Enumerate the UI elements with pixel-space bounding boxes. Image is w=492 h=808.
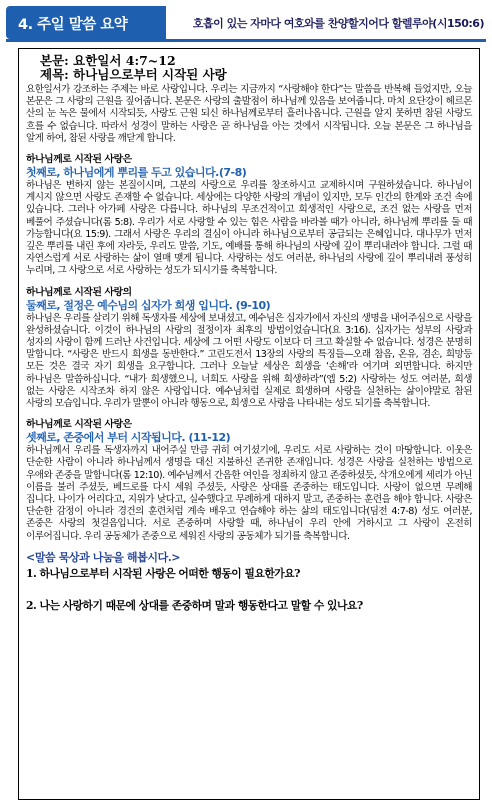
header-verse: 호흡이 있는 자마다 여호와를 찬양할지어다 할렐루야(시150:6)	[192, 17, 484, 30]
discussion-heading: <말씀 묵상과 나눔을 해봅시다.>	[26, 550, 181, 564]
point-lead-in: 하나님께로 시작된 사랑은	[26, 419, 132, 431]
point-body: 하나님께서 우리를 독생자까지 내어주실 만큼 귀히 여기셨기에, 우리도 서로 사랑하는 것이 마땅합니다. 이웃은 단순한 사람이 아니라 하나님께서 생명을 대신 지불하신 존귀한 존재입니다. 성경은 사랑을 실천하는 방법으로 우애와 존중을 말합니다(롬 12:10). 예수님께서 간음한 여인을 정죄하지 않고 존중하셨듯, 삭개오에게 세리가 아닌 이름을 불러 주셨듯, 베드로를 다시 세워 주셨듯, 사랑은 상대를 존중하는 태도입니다. 사랑이 없으면 무례해 집니다. 나이가 어리다고, 지위가 낮다고, 실수했다고 무례하게 대하지 말고, 존중하는 훈련을 해야 합니다. 사랑은 단순한 감정이 아니라 경건의 훈련처럼 계속 배우고 연습해야 하는 삶의 태도입니다(딤전 4:7-8) 성도 여러분, 존중은 사랑의 첫걸음입니다. 서로 존중하며 사랑할 때, 하나님이 우리 안에 거하시고 그 사랑이 온전히 이루어집니다. 우리 공동체가 존중으로 세워진 사랑의 공동체가 되기를 축복합니다.	[26, 445, 472, 542]
section-header	[6, 6, 486, 39]
point-heading: 둘째로, 절정은 예수님의 십자가 희생 입니다. (9-10)	[26, 298, 271, 312]
sermon-intro: 요한일서가 강조하는 주제는 바로 사랑입니다. 우리는 지금까지 “사랑해야 한다”는 말씀을 반복해 들었지만, 오늘 본문은 그 사랑의 근원을 짚어줍니다. 본문은 사랑의 출발점이 하나님께 있음을 보여줍니다. 마치 요단강이 헤르몬 산의 눈 녹은 물에서 시작되듯, 사랑도 근원 되신 하나님께로부터 흘러나옵니다. 근원을 알지 못하면 참된 사랑도 흐를 수 없습니다. 따라서 성경이 말하는 사랑은 곧 하나님을 아는 것에서 시작됩니다. 오늘 본문은 그 하나님을 알게 하여, 참된 사랑을 깨닫게 합니다.	[26, 84, 472, 144]
point-heading: 셋째로, 존중에서 부터 시작됩니다. (11-12)	[26, 431, 231, 445]
point-lead-in: 하나님께로 시작된 사랑은	[26, 154, 132, 166]
point-body: 하나님은 변하지 않는 본질이시며, 그분의 사랑으로 우리를 창조하시고 교제하시며 구원하셨습니다. 하나님이 계시지 않으면 사랑도 존재할 수 없습니다. 세상에는 다양한 사랑의 개념이 있지만, 모두 인간의 한계와 조건 속에 있습니다. 그러나 아가페 사랑은 다릅니다. 하나님의 무조건적이고 희생적인 사랑으로, 조건 없는 사랑을 먼저 베풀어 주셨습니다(롬 5:8). 우리가 서로 사랑할 수 있는 힘은 사람을 바라볼 때가 아니라, 하나님께 뿌리를 둘 때 가능합니다(요 15:9). 그래서 사랑은 우리의 결심이 아니라 하나님으로부터 공급되는 은혜입니다. 대나무가 먼저 깊은 뿌리를 내린 후에 자라듯, 우리도 말씀, 기도, 예배를 통해 하나님의 사랑에 깊이 뿌리내려야 합니다. 그럴 때 자연스럽게 서로 사랑하는 삶이 열매 맺게 됩니다. 사랑하는 성도 여러분, 하나님의 사랑에 깊이 뿌리내려 풍성히 누리며, 그 사랑으로 서로 사랑하는 성도가 되시기를 축복합니다.	[26, 180, 472, 277]
section-tab	[6, 6, 166, 39]
point-lead-in: 하나님께로 시작된 사랑의	[26, 286, 132, 298]
sermon-summary-box	[18, 48, 480, 800]
section-title: 4. 주일 말씀 요약	[18, 17, 128, 33]
sermon-point-1	[26, 153, 472, 278]
discussion-question-2: 2. 나는 사랑하기 때문에 상대를 존중하며 말과 행동한다고 말할 수 있나요?	[26, 598, 363, 612]
discussion-question-1: 1. 하나님으로부터 시작된 사랑은 어떠한 행동이 필요한가요?	[26, 566, 300, 580]
scripture-reference: 본문: 요한일서 4:7~12	[40, 53, 176, 68]
sermon-title: 제목: 하나님으로부터 시작된 사랑	[40, 67, 227, 82]
sermon-point-3	[26, 418, 472, 543]
sermon-point-2	[26, 286, 472, 411]
point-body: 하나님은 우리를 살리기 위해 독생자를 세상에 보내셨고, 예수님은 십자가에서 자신의 생명을 내어주심으로 사랑을 완성하셨습니다. 이것이 하나님의 사랑의 절정이자 최후의 방법이었습니다(요 3:16). 십자가는 성부의 사랑과 성자의 사랑이 함께 드러난 사건입니다. 세상에 그 어떤 사랑도 이보다 더 크고 확실할 수 없습니다. 성경은 분명히 말합니다. “사랑은 반드시 희생을 동반한다.” 고린도전서 13장의 사랑의 특징들—오래 참음, 온유, 겸손, 희망등 모든 것은 결국 자기 희생을 요구합니다. 그러나 오늘날 세상은 희생을 ‘손해’라 여기며 외면합니다. 하지만 하나님은 말씀하십니다. “내가 희생했으니, 너희도 사랑을 위해 희생하라”(엡 5:2) 사랑하는 성도 여러분, 희생 없는 사랑은 시작조차 하지 않은 사랑입니다. 예수님처럼 실제로 희생하며 사랑을 실천하는 삶이야말로 참된 사랑의 모습입니다. 우리가 말뿐이 아니라 행동으로, 희생으로 사랑을 나타내는 성도 되기를 축복합니다.	[26, 312, 472, 410]
point-heading: 첫째로, 하나님에게 뿌리를 두고 있습니다.(7-8)	[26, 166, 247, 180]
header-divider	[6, 39, 486, 42]
